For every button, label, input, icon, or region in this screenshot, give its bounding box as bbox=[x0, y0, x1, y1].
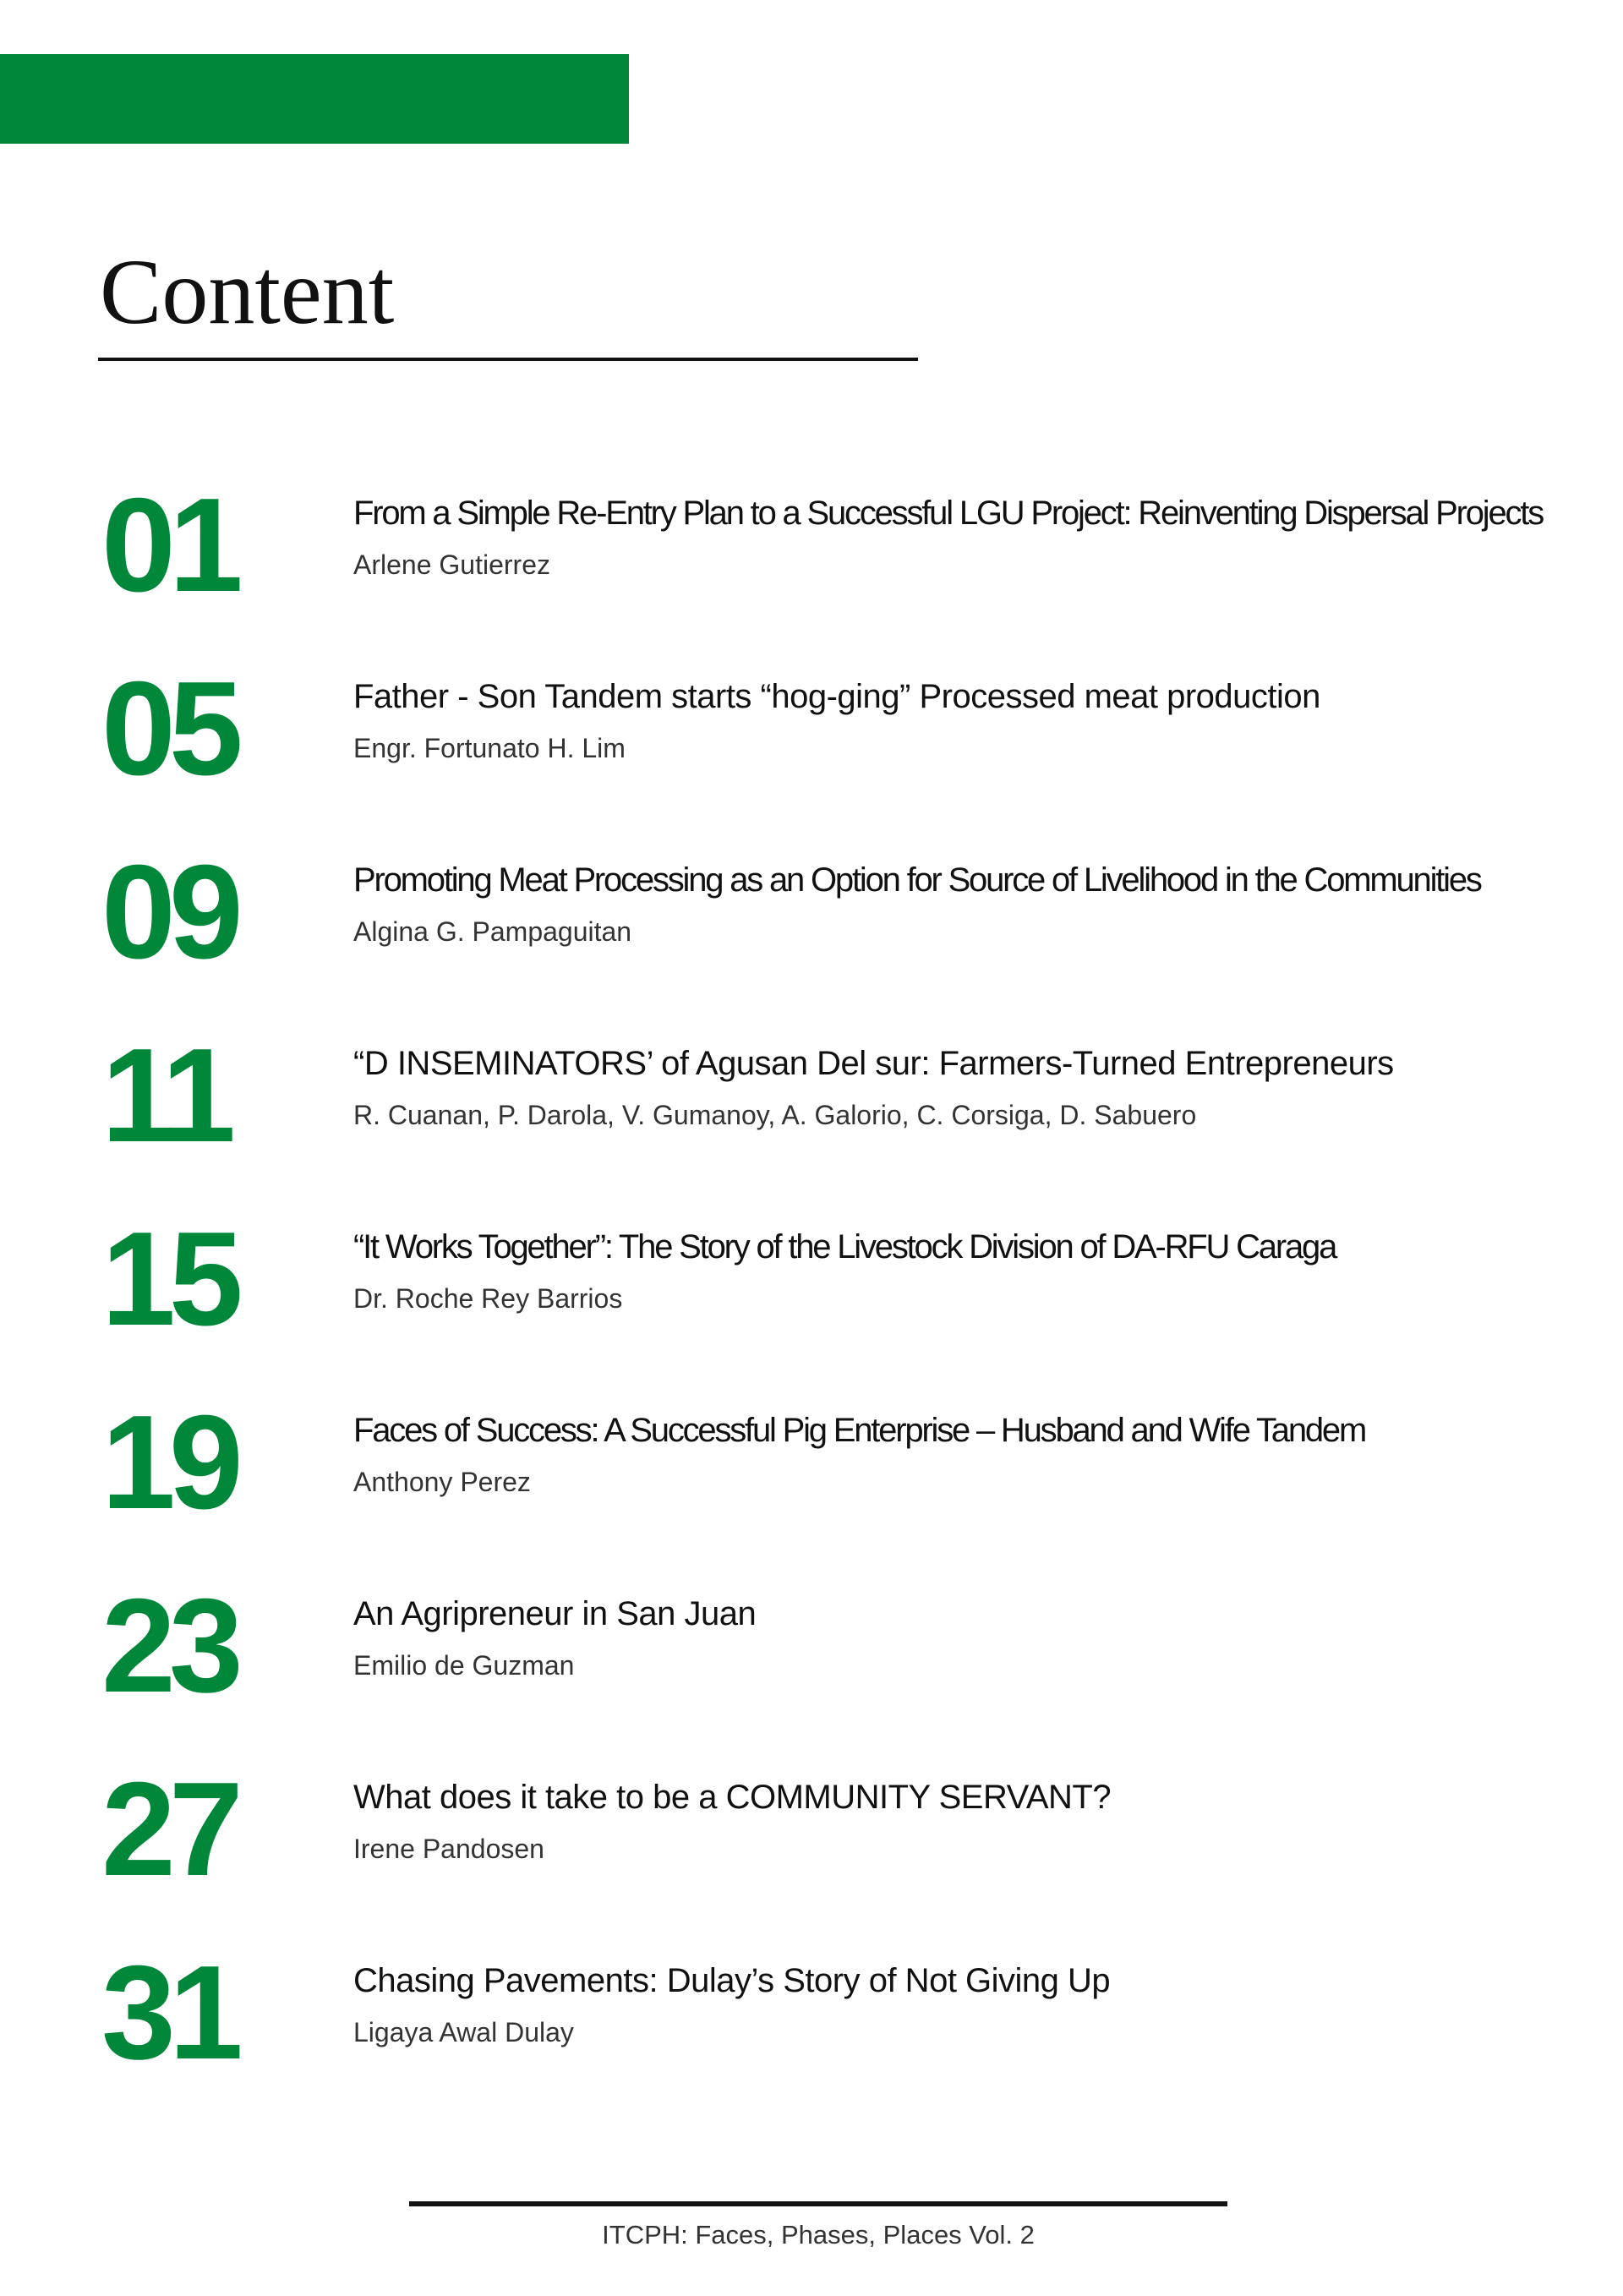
toc-article-title[interactable]: An Agripreneur in San Juan bbox=[353, 1595, 757, 1632]
toc-page-number: 31 bbox=[101, 1938, 237, 2087]
toc-page-number: 23 bbox=[101, 1572, 237, 1720]
toc-page-number: 15 bbox=[101, 1205, 237, 1353]
toc-article-author: Irene Pandosen bbox=[353, 1834, 544, 1864]
toc-article-author: Engr. Fortunato H. Lim bbox=[353, 733, 626, 763]
toc-article-author: Dr. Roche Rey Barrios bbox=[353, 1283, 623, 1314]
toc-article-author: R. Cuanan, P. Darola, V. Gumanoy, A. Galorio, C. Corsiga, D. Sabuero bbox=[353, 1100, 1197, 1130]
table-of-contents bbox=[0, 473, 1623, 2124]
toc-page-number: 09 bbox=[101, 838, 237, 987]
title-divider bbox=[98, 358, 918, 361]
toc-article-title[interactable]: Faces of Success: A Successful Pig Enterprise – Husband and Wife Tandem bbox=[353, 1412, 1366, 1449]
toc-article-title[interactable]: Promoting Meat Processing as an Option for Source of Livelihood in the Communities bbox=[353, 861, 1481, 899]
toc-entry[interactable] bbox=[0, 1021, 1623, 1207]
toc-entry[interactable] bbox=[0, 1207, 1623, 1391]
toc-entry[interactable] bbox=[0, 654, 1623, 840]
toc-article-author: Emilio de Guzman bbox=[353, 1650, 575, 1681]
toc-page-number: 01 bbox=[101, 471, 237, 620]
toc-page-number: 27 bbox=[101, 1755, 237, 1904]
toc-article-author: Ligaya Awal Dulay bbox=[353, 2017, 574, 2047]
toc-page-number: 11 bbox=[101, 1021, 230, 1170]
toc-entry[interactable] bbox=[0, 1388, 1623, 1574]
toc-entry[interactable] bbox=[0, 1755, 1623, 1941]
page-title: Content bbox=[100, 240, 395, 343]
toc-article-title[interactable]: Chasing Pavements: Dulay’s Story of Not Giving Up bbox=[353, 1962, 1111, 1999]
toc-article-title[interactable]: “D INSEMINATORS’ of Agusan Del sur: Farmers-Turned Entrepreneurs bbox=[353, 1045, 1394, 1082]
footer-divider bbox=[409, 2201, 1227, 2206]
toc-entry[interactable] bbox=[0, 1574, 1623, 1758]
header-accent-bar bbox=[0, 54, 629, 144]
toc-article-author: Algina G. Pampaguitan bbox=[353, 916, 632, 947]
toc-entry[interactable] bbox=[0, 840, 1623, 1024]
toc-page-number: 05 bbox=[101, 654, 237, 803]
toc-article-title[interactable]: Father - Son Tandem starts “hog-ging” Processed meat production bbox=[353, 678, 1320, 715]
toc-page-number: 19 bbox=[101, 1388, 237, 1537]
toc-article-author: Arlene Gutierrez bbox=[353, 549, 550, 580]
toc-article-title[interactable]: What does it take to be a COMMUNITY SERVANT? bbox=[353, 1779, 1112, 1816]
footer-publication-title: ITCPH: Faces, Phases, Places Vol. 2 bbox=[602, 2220, 1035, 2250]
toc-article-title[interactable]: From a Simple Re-Entry Plan to a Successful LGU Project: Reinventing Dispersal Projects bbox=[353, 495, 1543, 532]
toc-article-author: Anthony Perez bbox=[353, 1467, 531, 1497]
toc-article-title[interactable]: “It Works Together”: The Story of the Livestock Division of DA-RFU Caraga bbox=[353, 1228, 1336, 1266]
toc-entry[interactable] bbox=[0, 1938, 1623, 2124]
toc-entry[interactable] bbox=[0, 473, 1623, 657]
